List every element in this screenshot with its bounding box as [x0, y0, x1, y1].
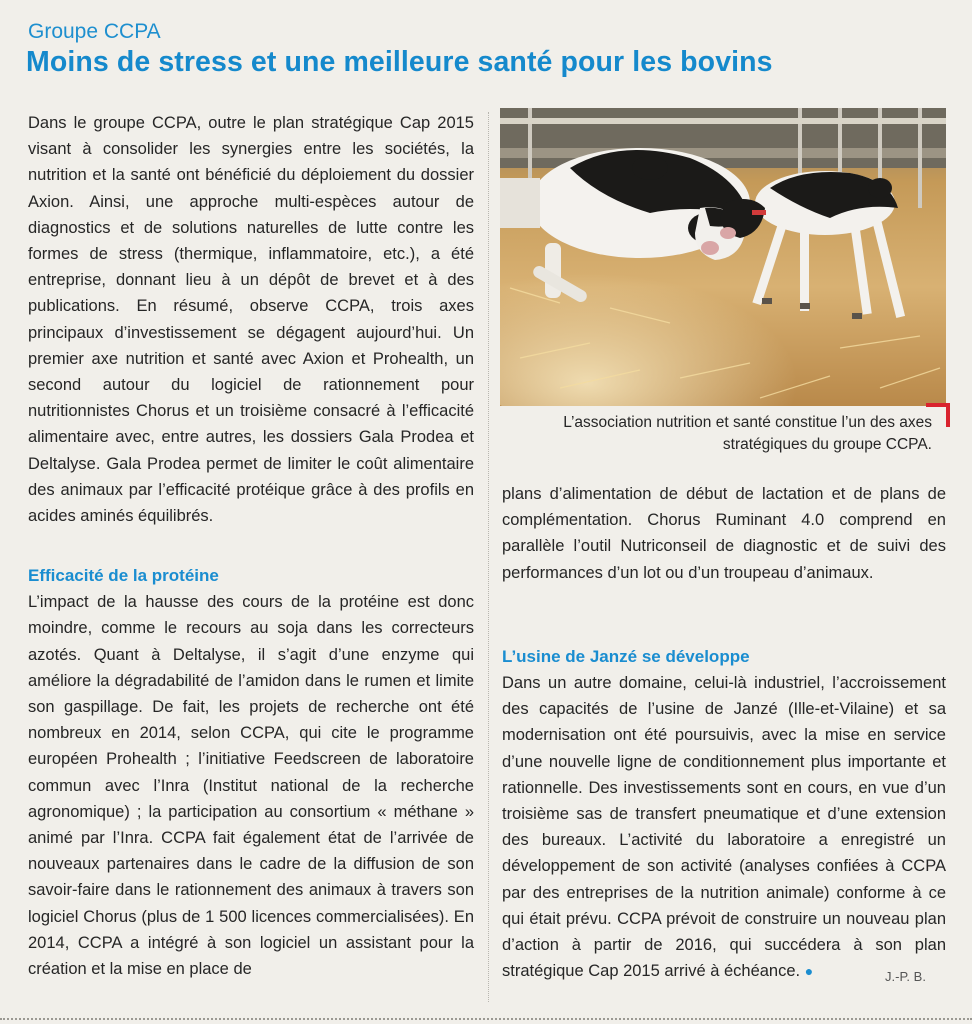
right-column-continued: [502, 481, 946, 586]
bottom-dotted-rule: [0, 1018, 972, 1020]
left-column: [28, 110, 474, 982]
photo-caption: L’association nutrition et santé constitue l’un des axes stratégiques du groupe CCPA.: [563, 414, 932, 453]
column-divider: [488, 112, 489, 1002]
section-kicker: Groupe CCPA: [28, 20, 161, 43]
factory-paragraph: [502, 670, 946, 984]
section-title-factory: L’usine de Janzé se développe: [502, 647, 750, 666]
right-column-factory: [502, 644, 946, 984]
intro-paragraph: Dans le groupe CCPA, outre le plan stratégique Cap 2015 visant à consolider les synergies entre les sociétés, la nutrition et la santé ont bénéficié du déploiement du dossier Axion. Ainsi, une approche multi-espèces autour de diagnostics et de solutions naturelles de lutte contre les formes de stress (thermique, inflammatoire, etc.), a été entreprise, donnant lieu à un dépôt de brevet et à des publications. En résumé, observe CCPA, trois axes principaux d’investissement se dégagent aujourd’hui. Un premier axe nutrition et santé avec Axion et Prohealth, un second autour du logiciel de rationnement pour nutritionnistes Chorus et un troisième consacré à l’efficacité alimentaire avec, entre autres, les dossiers Gala Prodea et Deltalyse. Gala Prodea permet de limiter le coût alimentaire des animaux par l’efficacité protéique grâce à des profils en acides aminés équilibrés.: [28, 114, 474, 526]
article-photo: [500, 108, 946, 406]
article-headline: Moins de stress et une meilleure santé pour les bovins: [26, 46, 773, 78]
end-of-article-dot: ●: [804, 963, 814, 980]
author-signature: J.-P. B.: [885, 969, 926, 984]
continued-paragraph: plans d’alimentation de début de lactation et de plans de complémentation. Chorus Ruminant 4.0 comprend en parallèle l’outil Nutriconseil de diagnostic et de suivi des performances d’un lot ou d’un troupeau d’animaux.: [502, 485, 946, 582]
section-title-protein: Efficacité de la protéine: [28, 566, 219, 586]
protein-paragraph: L’impact de la hausse des cours de la protéine est donc moindre, comme le recours au soja dans les correcteurs azotés. Quant à Deltalyse, il s’agit d’une enzyme qui améliore la dégradabilité de l’amidon dans le rumen et limite son gaspillage. De fait, les projets de recherche ont été nombreux en 2014, selon CCPA, qui cite le programme européen Prohealth ; l’initiative Feedscreen de laboratoire commun avec l’Inra (Institut national de la recherche agronomique) ; la participation au consortium « méthane » animé par l’Inra. CCPA fait également état de l’arrivée de nouveaux partenaires dans le cadre de la diffusion de son savoir-faire dans le rationnement des animaux à travers son logiciel Chorus (plus de 1 500 licences commercialisées). En 2014, CCPA a intégré à son logiciel un assistant pour la création et la mise en place de: [28, 593, 474, 979]
factory-text: Dans un autre domaine, celui-là industriel, l’accroissement des capacités de l’usine de Janzé (Ille-et-Vilaine) et sa modernisation ont été poursuivis, avec la mise en service d’une nouvelle ligne de conditionnement plus importante et rationnelle. Des investissements sont en cours, en vue d’un troisième sas de transfert pneumatique et d’une extension des bureaux. L’activité du laboratoire a enregistré un développement de son activité (analyses confiées à CCPA par des entreprises de la nutrition animale) conforme à ce qui était prévu. CCPA prévoit de construire un nouveau plan d’action à partir de 2016, qui succédera à son plan stratégique Cap 2015 arrivé à échéance.: [502, 674, 946, 981]
corner-mark: [926, 403, 950, 427]
cow-and-calf-photo: [500, 108, 946, 406]
